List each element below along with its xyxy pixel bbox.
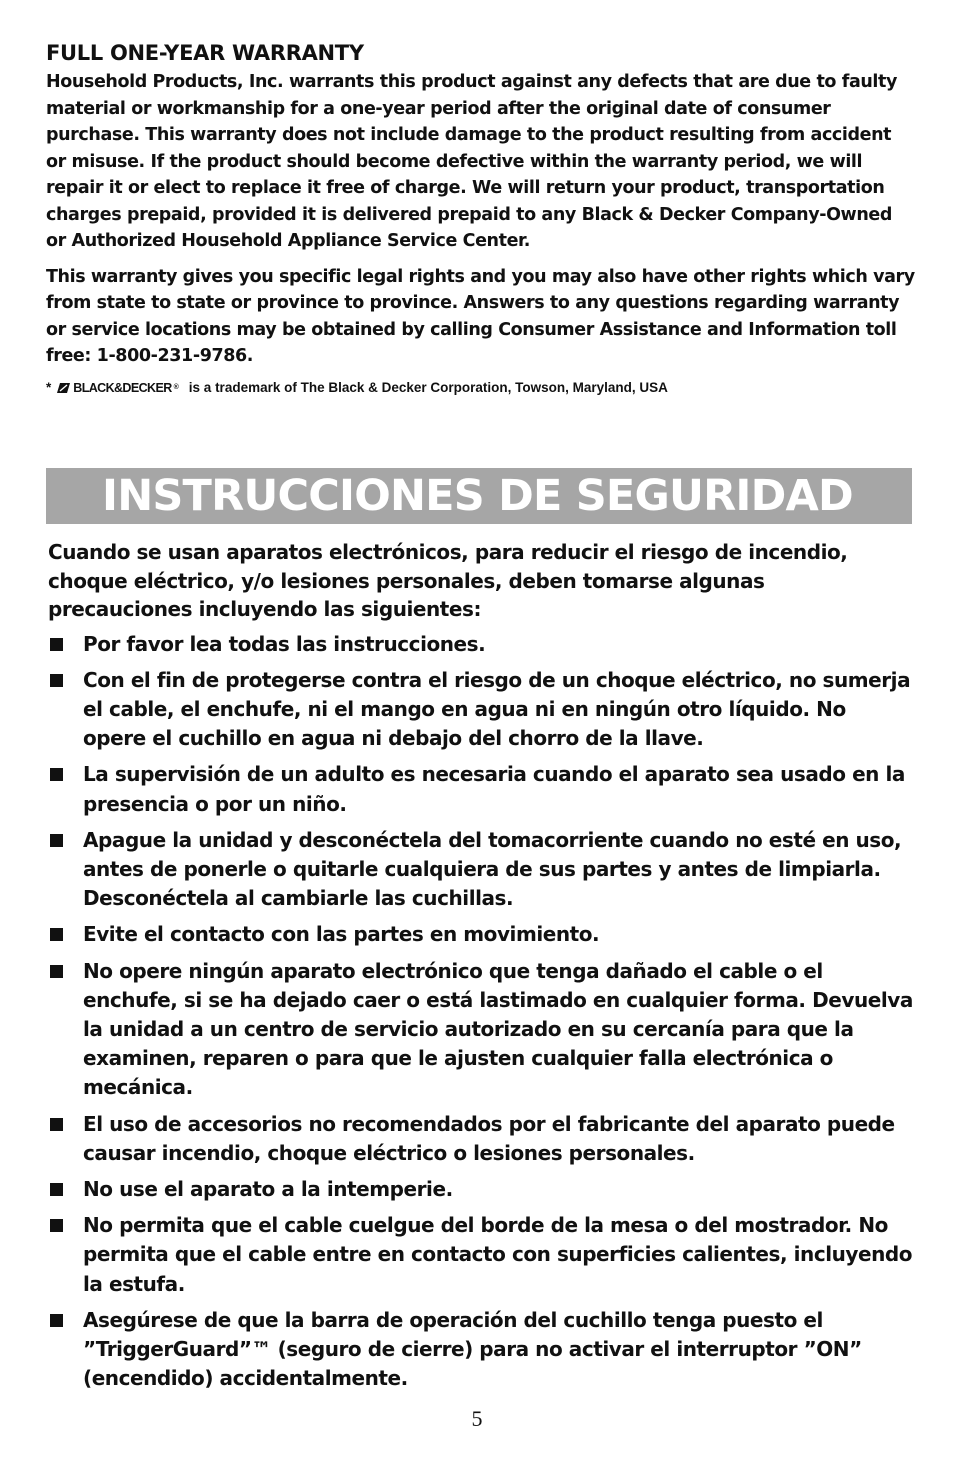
square-bullet-icon xyxy=(50,1183,63,1196)
trademark-text: is a trademark of The Black & Decker Corporation, Towson, Maryland, USA xyxy=(188,379,668,395)
rule-text: La supervisión de un adulto es necesaria cuando el aparato sea usado en la presencia o por un niño. xyxy=(83,762,905,816)
registered-mark: ® xyxy=(173,383,179,391)
square-bullet-icon xyxy=(50,638,63,651)
safety-rules-list xyxy=(48,630,914,1394)
hexagon-logo-icon xyxy=(55,382,71,394)
square-bullet-icon xyxy=(50,674,63,687)
square-bullet-icon xyxy=(50,1314,63,1327)
list-item xyxy=(48,1175,914,1204)
list-item xyxy=(48,630,914,659)
warranty-paragraph-2: This warranty gives you specific legal rights and you may also have other rights which vary from state to state or province to province. Answers to any questions regarding warranty or service locations may be obtained by calling Consumer Assistance and Information toll free: 1-800-231-9786. xyxy=(46,266,915,366)
square-bullet-icon xyxy=(50,834,63,847)
square-bullet-icon xyxy=(50,928,63,941)
square-bullet-icon xyxy=(50,1118,63,1131)
rule-text: Por favor lea todas las instrucciones. xyxy=(83,631,486,656)
safety-title: INSTRUCCIONES DE SEGURIDAD xyxy=(102,471,853,521)
rule-text: Con el fin de protegerse contra el riesgo de un choque eléctrico, no sumerja el cable, el enchufe, ni el mango en agua ni en ningún otro líquido. No opere el cuchillo en agua ni debajo del chorro de la llave. xyxy=(83,667,911,751)
logo-wordmark: BLACK&DECKER xyxy=(73,380,172,395)
warranty-heading: FULL ONE-YEAR WARRANTY xyxy=(46,41,364,65)
list-item xyxy=(48,1211,914,1299)
rule-text: Asegúrese de que la barra de operación del cuchillo tenga puesto el ”TriggerGuard”™ (seguro de cierre) para no activar el interruptor ”ON” (encendido) accidentalmente. xyxy=(83,1307,862,1391)
list-item xyxy=(48,760,914,818)
safety-title-banner xyxy=(46,468,912,524)
trademark-note xyxy=(46,379,916,397)
rule-text: Apague la unidad y desconéctela del tomacorriente cuando no esté en uso, antes de ponerle o quitarle cualquiera de sus partes y antes de limpiarla. Desconéctela al cambiarle las cuchillas. xyxy=(83,827,902,911)
trademark-asterisk: * xyxy=(46,379,52,395)
warranty-section xyxy=(46,40,916,397)
list-item xyxy=(48,826,914,914)
list-item xyxy=(48,1306,914,1394)
black-decker-logo xyxy=(55,379,185,397)
square-bullet-icon xyxy=(50,768,63,781)
safety-section xyxy=(48,538,914,1400)
rule-text: Evite el contacto con las partes en movimiento. xyxy=(83,922,600,947)
list-item xyxy=(48,666,914,754)
page-number: 5 xyxy=(471,1406,483,1431)
rule-text: No permita que el cable cuelgue del borde de la mesa o del mostrador. No permita que el cable entre en contacto con superficies calientes, incluyendo la estufa. xyxy=(83,1213,913,1296)
safety-intro: Cuando se usan aparatos electrónicos, para reducir el riesgo de incendio, choque eléctrico, y/o lesiones personales, deben tomarse algunas precauciones incluyendo las siguientes: xyxy=(48,540,848,621)
square-bullet-icon xyxy=(50,1219,63,1232)
list-item xyxy=(48,1110,914,1168)
rule-text: El uso de accesorios no recomendados por el fabricante del aparato puede causar incendio, choque eléctrico o lesiones personales. xyxy=(83,1111,895,1165)
rule-text: No opere ningún aparato electrónico que tenga dañado el cable o el enchufe, si se ha dejado caer o está lastimado en cualquier forma. Devuelva la unidad a un centro de servicio autorizado en su cercanía para que la examinen, reparen o para que le ajusten cualquier falla electrónica o mecánica. xyxy=(83,958,913,1100)
square-bullet-icon xyxy=(50,965,63,978)
list-item xyxy=(48,957,914,1103)
rule-text: No use el aparato a la intemperie. xyxy=(83,1176,453,1201)
warranty-paragraph-1: Household Products, Inc. warrants this product against any defects that are due to faulty material or workmanship for a one-year period after the original date of consumer purchase. This warranty does not include damage to the product resulting from accident or misuse. If the product should become defective within the warranty period, we will repair it or elect to replace it free of charge. We will return your product, transportation charges prepaid, provided it is delivered prepaid to any Black & Decker Company-Owned or Authorized Household Appliance Service Center. xyxy=(46,72,898,251)
list-item xyxy=(48,920,914,949)
